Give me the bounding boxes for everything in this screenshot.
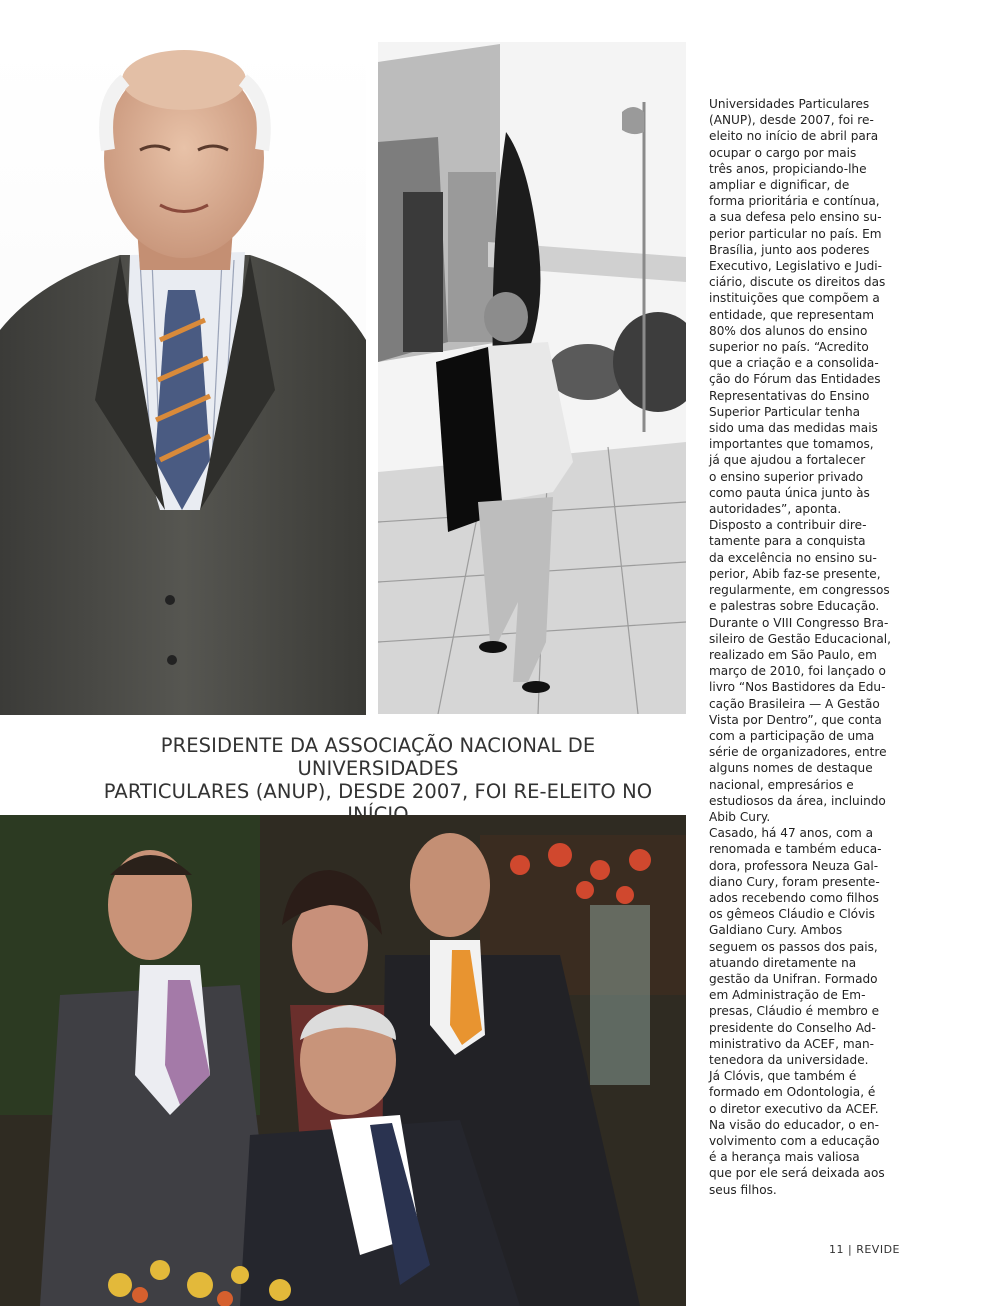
article-line: que por ele será deixada aos — [709, 1166, 885, 1181]
article-line: os gêmeos Cláudio e Clóvis — [709, 907, 875, 922]
article-line: ampliar e dignificar, de — [709, 178, 850, 193]
article-line: volvimento com a educação — [709, 1134, 880, 1148]
article-line: (ANUP), desde 2007, foi re- — [709, 113, 874, 128]
article-line: importantes que tomamos, — [709, 437, 874, 452]
article-line: nacional, empresários e — [709, 777, 854, 792]
caption-line: PARTICULARES (ANUP), DESDE 2007, FOI RE-ELEITO NO — [103, 780, 653, 803]
article-line: ados recebendo como filhos — [709, 890, 879, 905]
article-line: formado em Odontologia, é — [709, 1085, 876, 1100]
article-line: que a criação e a consolida- — [709, 356, 879, 371]
article-line: Disposto a contribuir dire- — [709, 518, 867, 533]
article-line: Brasília, junto aos poderes — [709, 242, 870, 257]
article-line: perior, Abib faz-se presente, — [709, 566, 881, 581]
article-line: dora, professora Neuza Gal- — [709, 858, 879, 873]
article-line: tamente para a conquista — [709, 534, 866, 549]
article-line: presas, Cláudio é membro e — [709, 1004, 880, 1019]
article-line: da excelência no ensino su- — [709, 550, 877, 565]
article-line: é a herança mais valiosa — [709, 1150, 860, 1165]
article-line: Já Clóvis, que também é — [709, 1069, 857, 1084]
article-line: Superior Particular tenha — [709, 404, 861, 419]
article-line: regularmente, em congressos — [709, 583, 890, 598]
article-line: Durante o VIII Congresso Bra- — [709, 615, 889, 630]
article-line: perior particular no país. Em — [709, 226, 882, 241]
article-line: série de organizadores, entre — [709, 745, 887, 760]
article-line: três anos, propiciando-lhe — [709, 161, 867, 176]
article-line: Vista por Dentro”, que conta — [709, 712, 882, 727]
article-line: cação Brasileira — A Gestão — [709, 696, 880, 711]
article-line: presidente do Conselho Ad- — [709, 1020, 876, 1035]
article-line: e palestras sobre Educação. — [709, 599, 880, 614]
article-line: alguns nomes de destaque — [709, 761, 873, 776]
article-line: ministrativo da ACEF, man- — [709, 1036, 875, 1051]
article-line: Universidades Particulares — [709, 97, 870, 111]
article-line: Na visão do educador, o en- — [709, 1117, 879, 1132]
walking-photo — [378, 42, 686, 714]
article-line: o ensino superior privado — [709, 469, 864, 484]
article-line: sido uma das medidas mais — [709, 421, 878, 436]
portrait-illustration — [0, 40, 366, 715]
article-line: livro “Nos Bastidores da Edu- — [709, 680, 886, 695]
walking-illustration — [378, 42, 686, 714]
article-line: realizado em São Paulo, em — [709, 647, 877, 662]
article-line: atuando diretamente na — [709, 955, 857, 970]
article-line: Abib Cury. — [709, 809, 771, 824]
article-line: ocupar o cargo por mais — [709, 145, 857, 160]
article-line: em Administração de Em- — [709, 988, 866, 1003]
magazine-name: REVIDE — [856, 1243, 901, 1256]
article-line: 80% dos alunos do ensino — [709, 323, 868, 338]
article-line: com a participação de uma — [709, 728, 875, 743]
article-line: entidade, que representam — [709, 307, 875, 322]
article-line: Galdiano Cury. Ambos — [709, 923, 843, 938]
article-line: diano Cury, foram presente- — [709, 874, 880, 889]
article-line: autoridades”, aponta. — [709, 502, 842, 517]
article-line: instituições que compõem a — [709, 291, 880, 306]
article-line: gestão da Unifran. Formado — [709, 971, 878, 986]
article-line: Executivo, Legislativo e Judi- — [709, 259, 883, 274]
article-line: a sua defesa pelo ensino su- — [709, 210, 882, 225]
page-footer — [829, 1243, 900, 1256]
caption-line: PRESIDENTE DA ASSOCIAÇÃO NACIONAL DE UNIVERSIDADES — [160, 734, 596, 780]
article-line: sileiro de Gestão Educacional, — [709, 631, 891, 646]
article-line: seus filhos. — [709, 1182, 777, 1197]
article-line: renomada e também educa- — [709, 842, 882, 857]
article-line: ção do Fórum das Entidades — [709, 372, 881, 387]
article-line: eleito no início de abril para — [709, 129, 879, 144]
article-line: março de 2010, foi lançado o — [709, 664, 886, 679]
article-line: tenedora da universidade. — [709, 1052, 869, 1067]
article-line: já que ajudou a fortalecer — [709, 453, 866, 468]
article-line: forma prioritária e contínua, — [709, 194, 880, 209]
article-line: o diretor executivo da ACEF. — [709, 1101, 879, 1116]
footer-separator: | — [848, 1243, 853, 1256]
article-line: ciário, discute os direitos das — [709, 275, 886, 290]
article-line: estudiosos da área, incluindo — [709, 793, 886, 808]
family-illustration — [0, 815, 686, 1306]
article-body — [709, 96, 901, 1198]
page-number: 11 — [829, 1243, 844, 1256]
article-line: como pauta única junto às — [709, 485, 870, 500]
article-line: Representativas do Ensino — [709, 388, 870, 403]
family-photo — [0, 815, 686, 1306]
article-line: seguem os passos dos pais, — [709, 939, 878, 954]
article-line: Casado, há 47 anos, com a — [709, 826, 874, 841]
article-line: superior no país. “Acredito — [709, 340, 869, 355]
portrait-photo — [0, 40, 366, 715]
